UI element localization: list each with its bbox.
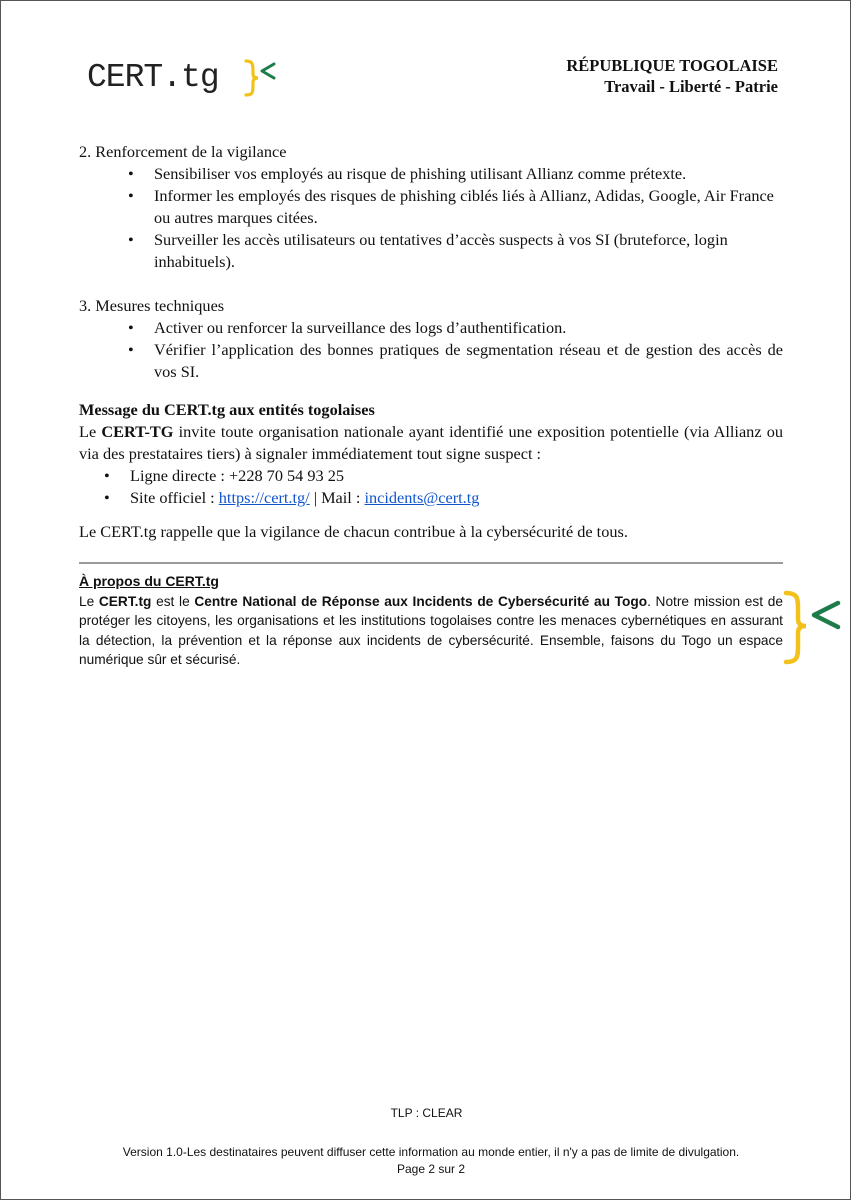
about-text <box>79 592 783 670</box>
site-label: Site officiel : <box>130 488 219 507</box>
list-item: • Surveiller les accès utilisateurs ou tentatives d’accès suspects à vos SI (bruteforce, login inhabituels). <box>154 229 783 273</box>
about-rest: . Notre mission est de protéger les citoyens, les organisations et les institutions togolaises contre les menaces cybernétiques en assurant la détection, la prévention et la réponse aux incidents de cybersécurité. Ensemble, faisons du Togo un espace numérique sûr et sécurisé. <box>79 593 783 667</box>
about-title: À propos du CERT.tg <box>79 573 219 589</box>
section3-title: 3. Mesures techniques <box>79 296 225 315</box>
logo-text: CERT.tg <box>87 59 219 96</box>
closing-statement: Le CERT.tg rappelle que la vigilance de chacun contribue à la cybersécurité de tous. <box>79 522 628 541</box>
header-republic <box>566 55 778 97</box>
section2-list <box>154 163 783 273</box>
list-item: • Informer les employés des risques de phishing ciblés liés à Allianz, Adidas, Google, Air France ou autres marques citées. <box>154 185 783 229</box>
list-item: • Activer ou renforcer la surveillance des logs d’authentification. <box>154 317 783 339</box>
list-item: • Sensibiliser vos employés au risque de phishing utilisant Allianz comme prétexte. <box>154 163 783 185</box>
logo-bracket-icon <box>240 55 280 101</box>
tlp-label: TLP : CLEAR <box>390 1106 463 1120</box>
about-prefix: Le <box>79 593 99 609</box>
main-content <box>79 141 783 543</box>
mail-label: | Mail : <box>309 488 365 507</box>
about-center-name: Centre National de Réponse aux Incidents de Cybersécurité au Togo <box>194 593 648 609</box>
mail-link[interactable]: incidents@cert.tg <box>364 488 480 507</box>
section-divider <box>79 562 783 564</box>
page-footer <box>79 1144 783 1178</box>
cert-tg-name: CERT-TG <box>101 422 174 441</box>
intro-rest: invite toute organisation nationale ayant identifié une exposition potentielle (via Allianz ou via des prestataires tiers) à signaler immédiatement tout signe suspect : <box>79 422 783 463</box>
message-title: Message du CERT.tg aux entités togolaises <box>79 400 375 419</box>
site-mail-line <box>130 487 783 509</box>
site-link[interactable]: https://cert.tg/ <box>218 488 310 507</box>
side-bracket-icon <box>781 589 843 667</box>
section2-title: 2. Renforcement de la vigilance <box>79 142 287 161</box>
list-item: • Vérifier l’application des bonnes pratiques de segmentation réseau et de gestion des accès de vos SI. <box>154 339 783 383</box>
page-number: Page 2 sur 2 <box>396 1162 466 1176</box>
phone-line: • Ligne directe : +228 70 54 93 25 <box>130 465 783 487</box>
contact-list <box>130 465 783 509</box>
about-name: CERT.tg <box>98 593 152 609</box>
version-note: Version 1.0-Les destinataires peuvent diffuser cette information au monde entier, il n'y a pas de limite de divulgation. <box>122 1145 740 1159</box>
national-motto: Travail - Liberté - Patrie <box>604 77 778 96</box>
about-middle: est le <box>151 593 195 609</box>
cert-tg-logo <box>87 59 219 103</box>
section3-list <box>154 317 783 383</box>
intro-prefix: Le <box>79 422 102 441</box>
message-intro <box>79 421 783 465</box>
about-section <box>79 572 783 670</box>
country-name: RÉPUBLIQUE TOGOLAISE <box>566 56 778 75</box>
